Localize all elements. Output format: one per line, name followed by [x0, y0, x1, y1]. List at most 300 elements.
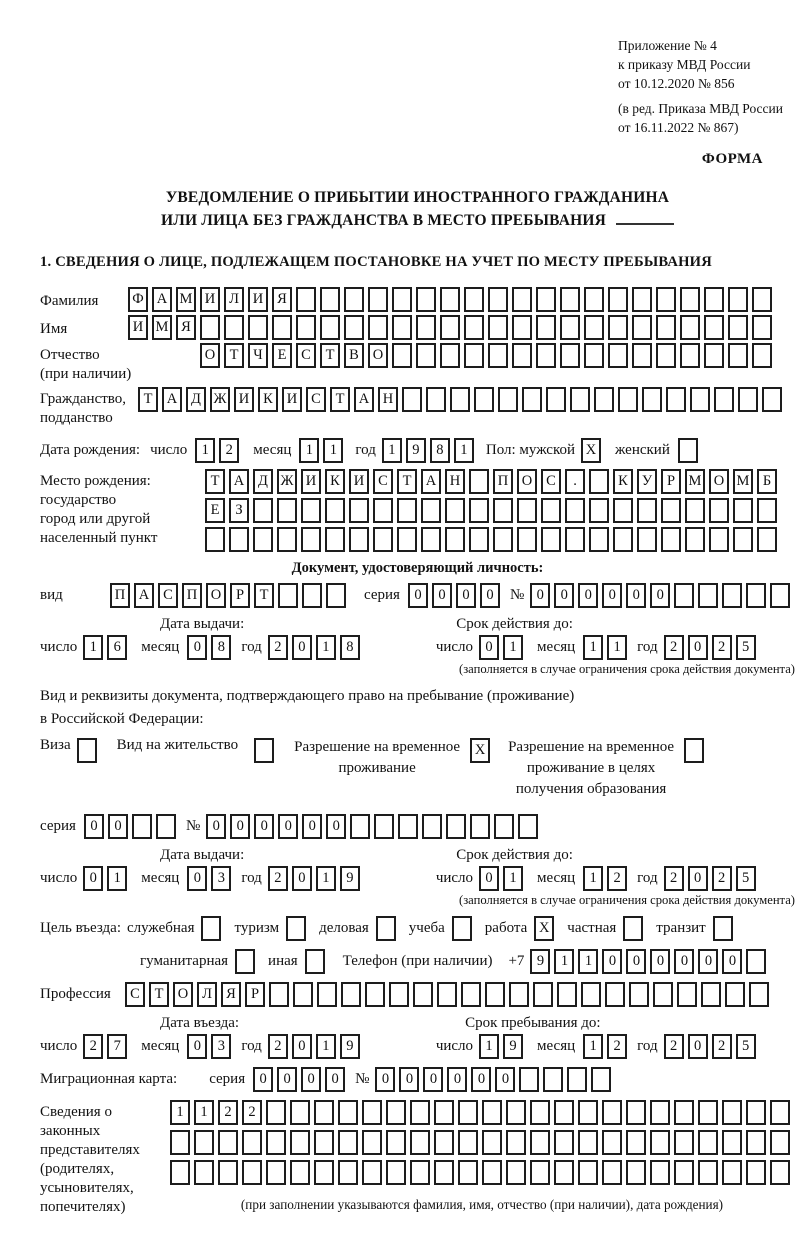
char-cell[interactable] — [522, 387, 542, 412]
char-cell[interactable]: 0 — [688, 635, 708, 660]
char-cell[interactable] — [770, 1160, 790, 1185]
char-cell[interactable] — [445, 498, 465, 523]
char-cell[interactable] — [402, 387, 422, 412]
char-cell[interactable] — [680, 343, 700, 368]
char-cell[interactable] — [506, 1160, 526, 1185]
char-cell[interactable] — [293, 982, 313, 1007]
char-cell[interactable]: С — [125, 982, 145, 1007]
char-cell[interactable] — [290, 1100, 310, 1125]
char-cell[interactable]: 1 — [503, 866, 523, 891]
char-cell[interactable]: 2 — [268, 635, 288, 660]
char-cell[interactable] — [272, 315, 292, 340]
char-cell[interactable]: 0 — [688, 1034, 708, 1059]
char-cell[interactable] — [554, 1130, 574, 1155]
char-cell[interactable] — [704, 287, 724, 312]
char-cell[interactable] — [738, 387, 758, 412]
char-cell[interactable]: 2 — [712, 635, 732, 660]
char-cell[interactable]: 0 — [325, 1067, 345, 1092]
char-cell[interactable] — [698, 1100, 718, 1125]
char-cell[interactable] — [722, 583, 742, 608]
char-cell[interactable] — [637, 527, 657, 552]
char-cell[interactable] — [349, 527, 369, 552]
char-cell[interactable] — [434, 1130, 454, 1155]
char-cell[interactable] — [485, 982, 505, 1007]
char-cell[interactable] — [461, 982, 481, 1007]
checkbox-cell[interactable] — [254, 738, 274, 763]
char-cell[interactable] — [494, 814, 514, 839]
char-cell[interactable] — [517, 498, 537, 523]
char-cell[interactable]: 0 — [578, 583, 598, 608]
char-cell[interactable] — [690, 387, 710, 412]
char-cell[interactable] — [314, 1130, 334, 1155]
char-cell[interactable] — [296, 287, 316, 312]
char-cell[interactable] — [445, 527, 465, 552]
char-cell[interactable] — [397, 527, 417, 552]
char-cell[interactable]: 0 — [301, 1067, 321, 1092]
char-cell[interactable]: Н — [445, 469, 465, 494]
char-cell[interactable]: 0 — [278, 814, 298, 839]
char-cell[interactable]: А — [152, 287, 172, 312]
char-cell[interactable]: 1 — [83, 635, 103, 660]
char-cell[interactable] — [560, 287, 580, 312]
checkbox-cell[interactable] — [376, 916, 396, 941]
char-cell[interactable]: Т — [205, 469, 225, 494]
char-cell[interactable] — [469, 469, 489, 494]
char-cell[interactable]: Д — [186, 387, 206, 412]
char-cell[interactable] — [488, 315, 508, 340]
char-cell[interactable] — [770, 583, 790, 608]
char-cell[interactable] — [434, 1160, 454, 1185]
char-cell[interactable] — [373, 498, 393, 523]
char-cell[interactable]: О — [517, 469, 537, 494]
char-cell[interactable] — [536, 315, 556, 340]
char-cell[interactable] — [704, 343, 724, 368]
char-cell[interactable]: 1 — [554, 949, 574, 974]
char-cell[interactable]: 0 — [698, 949, 718, 974]
char-cell[interactable]: 2 — [712, 1034, 732, 1059]
char-cell[interactable]: 0 — [554, 583, 574, 608]
char-cell[interactable] — [450, 387, 470, 412]
char-cell[interactable] — [757, 527, 777, 552]
char-cell[interactable]: 5 — [736, 1034, 756, 1059]
char-cell[interactable] — [229, 527, 249, 552]
char-cell[interactable]: А — [162, 387, 182, 412]
char-cell[interactable]: И — [128, 315, 148, 340]
char-cell[interactable] — [518, 814, 538, 839]
char-cell[interactable] — [709, 498, 729, 523]
char-cell[interactable]: Л — [224, 287, 244, 312]
char-cell[interactable]: 0 — [108, 814, 128, 839]
char-cell[interactable] — [488, 287, 508, 312]
char-cell[interactable] — [338, 1130, 358, 1155]
char-cell[interactable] — [277, 527, 297, 552]
char-cell[interactable] — [170, 1160, 190, 1185]
char-cell[interactable] — [374, 814, 394, 839]
char-cell[interactable]: 0 — [626, 583, 646, 608]
char-cell[interactable] — [416, 287, 436, 312]
char-cell[interactable] — [536, 343, 556, 368]
char-cell[interactable]: 0 — [479, 866, 499, 891]
char-cell[interactable] — [680, 315, 700, 340]
char-cell[interactable]: 1 — [299, 438, 319, 463]
char-cell[interactable]: М — [176, 287, 196, 312]
checkbox-cell[interactable]: X — [470, 738, 490, 763]
char-cell[interactable] — [482, 1160, 502, 1185]
char-cell[interactable]: 7 — [107, 1034, 127, 1059]
char-cell[interactable]: 0 — [399, 1067, 419, 1092]
char-cell[interactable] — [421, 527, 441, 552]
char-cell[interactable] — [170, 1130, 190, 1155]
char-cell[interactable] — [320, 315, 340, 340]
char-cell[interactable] — [253, 498, 273, 523]
char-cell[interactable] — [512, 287, 532, 312]
char-cell[interactable]: 1 — [107, 866, 127, 891]
char-cell[interactable] — [386, 1100, 406, 1125]
char-cell[interactable] — [560, 343, 580, 368]
char-cell[interactable] — [397, 498, 417, 523]
char-cell[interactable]: М — [152, 315, 172, 340]
char-cell[interactable]: 0 — [292, 866, 312, 891]
char-cell[interactable] — [554, 1100, 574, 1125]
char-cell[interactable] — [422, 814, 442, 839]
char-cell[interactable] — [474, 387, 494, 412]
char-cell[interactable] — [605, 982, 625, 1007]
char-cell[interactable]: Я — [221, 982, 241, 1007]
char-cell[interactable] — [458, 1100, 478, 1125]
char-cell[interactable] — [368, 287, 388, 312]
char-cell[interactable] — [224, 315, 244, 340]
char-cell[interactable] — [277, 498, 297, 523]
char-cell[interactable] — [470, 814, 490, 839]
char-cell[interactable]: Т — [320, 343, 340, 368]
char-cell[interactable]: 2 — [664, 1034, 684, 1059]
char-cell[interactable]: Я — [176, 315, 196, 340]
char-cell[interactable] — [392, 315, 412, 340]
char-cell[interactable]: 8 — [211, 635, 231, 660]
char-cell[interactable] — [746, 1130, 766, 1155]
char-cell[interactable]: 0 — [230, 814, 250, 839]
char-cell[interactable] — [656, 343, 676, 368]
char-cell[interactable] — [602, 1100, 622, 1125]
char-cell[interactable] — [589, 498, 609, 523]
char-cell[interactable] — [584, 343, 604, 368]
char-cell[interactable] — [613, 498, 633, 523]
char-cell[interactable]: 0 — [302, 814, 322, 839]
char-cell[interactable] — [608, 315, 628, 340]
char-cell[interactable] — [290, 1160, 310, 1185]
char-cell[interactable] — [594, 387, 614, 412]
char-cell[interactable]: 0 — [447, 1067, 467, 1092]
char-cell[interactable] — [242, 1130, 262, 1155]
char-cell[interactable]: М — [685, 469, 705, 494]
char-cell[interactable]: 1 — [479, 1034, 499, 1059]
char-cell[interactable] — [506, 1100, 526, 1125]
char-cell[interactable] — [704, 315, 724, 340]
char-cell[interactable] — [482, 1130, 502, 1155]
char-cell[interactable]: 0 — [408, 583, 428, 608]
char-cell[interactable] — [440, 287, 460, 312]
char-cell[interactable]: 9 — [340, 866, 360, 891]
char-cell[interactable] — [656, 287, 676, 312]
char-cell[interactable]: 0 — [530, 583, 550, 608]
char-cell[interactable]: А — [134, 583, 154, 608]
char-cell[interactable] — [632, 315, 652, 340]
char-cell[interactable] — [269, 982, 289, 1007]
char-cell[interactable]: И — [301, 469, 321, 494]
char-cell[interactable] — [698, 583, 718, 608]
char-cell[interactable] — [749, 982, 769, 1007]
char-cell[interactable]: 1 — [194, 1100, 214, 1125]
char-cell[interactable] — [350, 814, 370, 839]
char-cell[interactable]: 0 — [626, 949, 646, 974]
char-cell[interactable] — [746, 583, 766, 608]
char-cell[interactable] — [733, 498, 753, 523]
char-cell[interactable]: О — [368, 343, 388, 368]
char-cell[interactable]: 1 — [583, 866, 603, 891]
char-cell[interactable]: В — [344, 343, 364, 368]
char-cell[interactable] — [266, 1100, 286, 1125]
char-cell[interactable]: С — [373, 469, 393, 494]
char-cell[interactable] — [278, 583, 298, 608]
char-cell[interactable] — [464, 315, 484, 340]
char-cell[interactable]: 0 — [187, 866, 207, 891]
char-cell[interactable] — [509, 982, 529, 1007]
char-cell[interactable]: 1 — [316, 1034, 336, 1059]
char-cell[interactable] — [680, 287, 700, 312]
char-cell[interactable] — [410, 1100, 430, 1125]
char-cell[interactable]: 0 — [254, 814, 274, 839]
char-cell[interactable] — [674, 1160, 694, 1185]
char-cell[interactable] — [326, 583, 346, 608]
char-cell[interactable]: У — [637, 469, 657, 494]
char-cell[interactable] — [416, 315, 436, 340]
char-cell[interactable] — [589, 527, 609, 552]
char-cell[interactable] — [626, 1160, 646, 1185]
char-cell[interactable] — [512, 315, 532, 340]
char-cell[interactable]: П — [110, 583, 130, 608]
char-cell[interactable] — [543, 1067, 563, 1092]
char-cell[interactable] — [541, 498, 561, 523]
char-cell[interactable] — [493, 527, 513, 552]
checkbox-cell[interactable] — [452, 916, 472, 941]
char-cell[interactable]: 0 — [650, 949, 670, 974]
char-cell[interactable] — [546, 387, 566, 412]
char-cell[interactable]: 0 — [206, 814, 226, 839]
char-cell[interactable]: 0 — [187, 635, 207, 660]
char-cell[interactable]: 0 — [84, 814, 104, 839]
char-cell[interactable] — [302, 583, 322, 608]
char-cell[interactable] — [253, 527, 273, 552]
char-cell[interactable] — [653, 982, 673, 1007]
char-cell[interactable] — [440, 343, 460, 368]
char-cell[interactable] — [301, 527, 321, 552]
char-cell[interactable] — [458, 1160, 478, 1185]
char-cell[interactable] — [469, 527, 489, 552]
char-cell[interactable]: И — [282, 387, 302, 412]
char-cell[interactable]: 0 — [471, 1067, 491, 1092]
char-cell[interactable]: 9 — [406, 438, 426, 463]
char-cell[interactable] — [314, 1160, 334, 1185]
char-cell[interactable]: 3 — [211, 1034, 231, 1059]
char-cell[interactable]: Т — [254, 583, 274, 608]
checkbox-cell[interactable] — [623, 916, 643, 941]
char-cell[interactable] — [413, 982, 433, 1007]
char-cell[interactable]: 0 — [187, 1034, 207, 1059]
char-cell[interactable]: 0 — [432, 583, 452, 608]
char-cell[interactable]: 1 — [578, 949, 598, 974]
char-cell[interactable] — [698, 1160, 718, 1185]
char-cell[interactable] — [368, 315, 388, 340]
checkbox-cell[interactable]: X — [534, 916, 554, 941]
char-cell[interactable]: А — [229, 469, 249, 494]
char-cell[interactable] — [530, 1100, 550, 1125]
char-cell[interactable] — [709, 527, 729, 552]
char-cell[interactable] — [482, 1100, 502, 1125]
char-cell[interactable]: 2 — [218, 1100, 238, 1125]
checkbox-cell[interactable] — [713, 916, 733, 941]
char-cell[interactable]: 3 — [211, 866, 231, 891]
char-cell[interactable]: 1 — [316, 635, 336, 660]
char-cell[interactable] — [344, 287, 364, 312]
char-cell[interactable] — [714, 387, 734, 412]
checkbox-cell[interactable] — [201, 916, 221, 941]
char-cell[interactable] — [674, 583, 694, 608]
char-cell[interactable] — [584, 287, 604, 312]
char-cell[interactable] — [701, 982, 721, 1007]
char-cell[interactable] — [650, 1100, 670, 1125]
char-cell[interactable] — [301, 498, 321, 523]
char-cell[interactable]: 2 — [712, 866, 732, 891]
char-cell[interactable] — [317, 982, 337, 1007]
char-cell[interactable] — [533, 982, 553, 1007]
char-cell[interactable] — [440, 315, 460, 340]
checkbox-cell[interactable] — [305, 949, 325, 974]
char-cell[interactable]: 1 — [316, 866, 336, 891]
char-cell[interactable] — [602, 1160, 622, 1185]
char-cell[interactable] — [728, 343, 748, 368]
char-cell[interactable]: 1 — [323, 438, 343, 463]
char-cell[interactable]: Л — [197, 982, 217, 1007]
char-cell[interactable] — [362, 1100, 382, 1125]
char-cell[interactable]: А — [354, 387, 374, 412]
char-cell[interactable] — [661, 498, 681, 523]
char-cell[interactable]: 8 — [340, 635, 360, 660]
char-cell[interactable] — [650, 1160, 670, 1185]
char-cell[interactable] — [434, 1100, 454, 1125]
char-cell[interactable]: 2 — [607, 1034, 627, 1059]
char-cell[interactable]: О — [200, 343, 220, 368]
char-cell[interactable]: И — [248, 287, 268, 312]
char-cell[interactable]: 0 — [688, 866, 708, 891]
char-cell[interactable] — [519, 1067, 539, 1092]
char-cell[interactable]: 5 — [736, 635, 756, 660]
char-cell[interactable] — [132, 814, 152, 839]
char-cell[interactable]: Т — [397, 469, 417, 494]
char-cell[interactable] — [200, 315, 220, 340]
checkbox-cell[interactable]: X — [581, 438, 601, 463]
char-cell[interactable]: 2 — [607, 866, 627, 891]
char-cell[interactable]: 0 — [292, 635, 312, 660]
char-cell[interactable] — [618, 387, 638, 412]
char-cell[interactable] — [698, 1130, 718, 1155]
char-cell[interactable] — [392, 343, 412, 368]
char-cell[interactable] — [446, 814, 466, 839]
char-cell[interactable]: Р — [230, 583, 250, 608]
char-cell[interactable] — [218, 1160, 238, 1185]
char-cell[interactable] — [685, 527, 705, 552]
char-cell[interactable]: М — [733, 469, 753, 494]
char-cell[interactable]: О — [709, 469, 729, 494]
char-cell[interactable] — [410, 1130, 430, 1155]
char-cell[interactable] — [578, 1100, 598, 1125]
char-cell[interactable]: 2 — [664, 866, 684, 891]
char-cell[interactable] — [733, 527, 753, 552]
char-cell[interactable]: 0 — [602, 949, 622, 974]
char-cell[interactable]: Ж — [210, 387, 230, 412]
char-cell[interactable] — [506, 1130, 526, 1155]
char-cell[interactable]: 2 — [664, 635, 684, 660]
char-cell[interactable] — [398, 814, 418, 839]
char-cell[interactable]: 0 — [722, 949, 742, 974]
char-cell[interactable]: Н — [378, 387, 398, 412]
char-cell[interactable] — [656, 315, 676, 340]
char-cell[interactable] — [325, 498, 345, 523]
char-cell[interactable] — [629, 982, 649, 1007]
char-cell[interactable]: К — [258, 387, 278, 412]
char-cell[interactable]: 2 — [268, 1034, 288, 1059]
char-cell[interactable] — [674, 1100, 694, 1125]
char-cell[interactable]: П — [493, 469, 513, 494]
char-cell[interactable]: О — [173, 982, 193, 1007]
char-cell[interactable] — [314, 1100, 334, 1125]
char-cell[interactable] — [626, 1130, 646, 1155]
char-cell[interactable]: 1 — [583, 1034, 603, 1059]
char-cell[interactable] — [661, 527, 681, 552]
char-cell[interactable]: П — [182, 583, 202, 608]
char-cell[interactable] — [464, 287, 484, 312]
checkbox-cell[interactable] — [235, 949, 255, 974]
char-cell[interactable] — [248, 315, 268, 340]
char-cell[interactable]: 1 — [583, 635, 603, 660]
char-cell[interactable] — [426, 387, 446, 412]
char-cell[interactable]: Р — [661, 469, 681, 494]
char-cell[interactable]: А — [421, 469, 441, 494]
char-cell[interactable] — [530, 1160, 550, 1185]
char-cell[interactable] — [626, 1100, 646, 1125]
char-cell[interactable]: 9 — [340, 1034, 360, 1059]
char-cell[interactable]: 1 — [454, 438, 474, 463]
char-cell[interactable] — [752, 287, 772, 312]
char-cell[interactable]: Е — [205, 498, 225, 523]
char-cell[interactable]: Т — [138, 387, 158, 412]
char-cell[interactable]: З — [229, 498, 249, 523]
char-cell[interactable]: 2 — [83, 1034, 103, 1059]
char-cell[interactable] — [469, 498, 489, 523]
char-cell[interactable] — [464, 343, 484, 368]
char-cell[interactable]: 0 — [375, 1067, 395, 1092]
char-cell[interactable] — [512, 343, 532, 368]
char-cell[interactable] — [578, 1130, 598, 1155]
char-cell[interactable] — [725, 982, 745, 1007]
char-cell[interactable] — [602, 1130, 622, 1155]
char-cell[interactable] — [770, 1130, 790, 1155]
char-cell[interactable]: 0 — [495, 1067, 515, 1092]
char-cell[interactable] — [218, 1130, 238, 1155]
char-cell[interactable]: 0 — [480, 583, 500, 608]
char-cell[interactable] — [296, 315, 316, 340]
char-cell[interactable] — [685, 498, 705, 523]
char-cell[interactable]: Т — [149, 982, 169, 1007]
